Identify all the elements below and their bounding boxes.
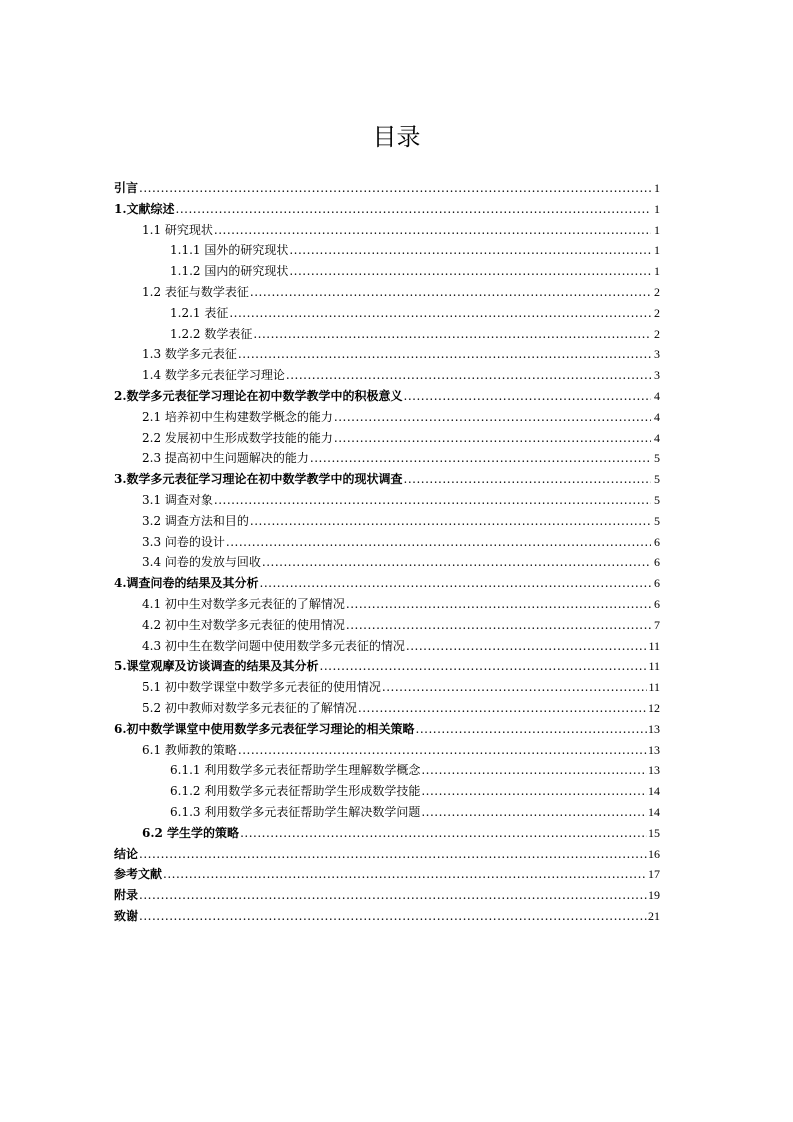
toc-entry-page-number: 6: [654, 596, 660, 611]
toc-entry[interactable]: [114, 220, 660, 241]
toc-entry-page-number: 2: [654, 326, 660, 341]
toc-dot-leader: [289, 261, 651, 282]
toc-dot-leader: [139, 885, 647, 906]
toc-dot-leader: [286, 365, 651, 386]
toc-entry-label: 1.2 表征与数学表征: [142, 284, 249, 299]
toc-entry[interactable]: [114, 802, 660, 823]
toc-entry-page-number: 5: [654, 472, 660, 487]
toc-entry[interactable]: [114, 240, 660, 261]
toc-entry[interactable]: [114, 490, 660, 511]
toc-entry-label: 1.2.1 表征: [170, 305, 229, 320]
toc-entry-page-number: 1: [654, 201, 660, 216]
toc-entry[interactable]: [114, 511, 660, 532]
toc-entry-page-number: 6: [654, 534, 660, 549]
toc-entry-label: 3.数学多元表征学习理论在初中数学教学中的现状调查: [114, 472, 403, 487]
toc-entry-label: 2.2 发展初中生形成数学技能的能力: [142, 430, 333, 445]
toc-entry-label: 5.2 初中教师对数学多元表征的了解情况: [142, 700, 357, 715]
toc-dot-leader: [240, 823, 647, 844]
toc-entry[interactable]: [114, 906, 660, 927]
toc-entry[interactable]: [114, 719, 660, 740]
toc-dot-leader: [406, 636, 648, 657]
toc-dot-leader: [139, 844, 647, 865]
toc-dot-leader: [346, 594, 651, 615]
toc-entry-label: 6.初中数学课堂中使用数学多元表征学习理论的相关策略: [114, 721, 415, 736]
toc-entry-label: 3.1 调查对象: [142, 492, 213, 507]
toc-entry-page-number: 14: [648, 804, 660, 819]
toc-dot-leader: [421, 781, 647, 802]
toc-entry-page-number: 7: [654, 617, 660, 632]
toc-entry[interactable]: [114, 386, 660, 407]
toc-entry-label: 5.1 初中数学课堂中数学多元表征的使用情况: [142, 680, 381, 695]
toc-entry-page-number: 4: [654, 430, 660, 445]
toc-entry-label: 附录: [114, 888, 139, 903]
toc-entry-page-number: 16: [648, 846, 660, 861]
toc-dot-leader: [404, 469, 651, 490]
toc-entry-label: 6.1.1 利用数学多元表征帮助学生理解数学概念: [170, 763, 421, 778]
toc-entry-label: 引言: [114, 181, 139, 195]
toc-dot-leader: [320, 656, 648, 677]
toc-entry-label: 1.3 数学多元表征: [142, 347, 237, 362]
toc-dot-leader: [214, 220, 651, 241]
toc-entry[interactable]: [114, 864, 660, 885]
toc-entry[interactable]: [114, 636, 660, 657]
toc-entry-page-number: 15: [648, 825, 660, 840]
toc-dot-leader: [176, 199, 651, 220]
toc-entry[interactable]: [114, 781, 660, 802]
toc-entry-label: 1.1.1 国外的研究现状: [170, 243, 289, 258]
toc-entry-label: 3.3 问卷的设计: [142, 534, 225, 549]
toc-entry-label: 4.调查问卷的结果及其分析: [114, 576, 259, 591]
toc-dot-leader: [382, 677, 648, 698]
toc-dot-leader: [250, 282, 651, 303]
toc-dot-leader: [250, 511, 651, 532]
toc-entry-label: 结论: [114, 846, 139, 861]
toc-dot-leader: [238, 740, 647, 761]
toc-entry-page-number: 3: [654, 347, 660, 362]
toc-dot-leader: [334, 428, 651, 449]
toc-dot-leader: [404, 386, 651, 407]
toc-entry-page-number: 14: [648, 784, 660, 799]
toc-entry-page-number: 13: [648, 721, 660, 736]
toc-entry-page-number: 1: [654, 181, 660, 195]
toc-dot-leader: [334, 407, 651, 428]
toc-dot-leader: [226, 532, 651, 553]
toc-entry[interactable]: [114, 552, 660, 573]
toc-entry-page-number: 4: [654, 388, 660, 403]
toc-entry[interactable]: [114, 303, 660, 324]
toc-entry-page-number: 11: [648, 659, 660, 674]
toc-entry-page-number: 5: [654, 513, 660, 528]
toc-entry[interactable]: [114, 885, 660, 906]
toc-entry[interactable]: [114, 282, 660, 303]
toc-dot-leader: [262, 552, 651, 573]
toc-entry[interactable]: [114, 677, 660, 698]
toc-entry-label: 1.1.2 国内的研究现状: [170, 264, 289, 279]
toc-dot-leader: [229, 303, 651, 324]
toc-entry-page-number: 11: [648, 638, 660, 653]
toc-entry-page-number: 12: [648, 700, 660, 715]
toc-dot-leader: [310, 448, 651, 469]
table-of-contents: [114, 178, 660, 927]
toc-entry-label: 5.课堂观摩及访谈调查的结果及其分析: [114, 659, 319, 674]
toc-entry[interactable]: [114, 261, 660, 282]
toc-entry-page-number: 1: [654, 222, 660, 237]
toc-entry-label: 6.1 教师教的策略: [142, 742, 237, 757]
toc-entry-label: 2.1 培养初中生构建数学概念的能力: [142, 409, 333, 424]
toc-entry-page-number: 19: [648, 888, 660, 903]
toc-entry-page-number: 13: [648, 763, 660, 778]
toc-entry-page-number: 6: [654, 555, 660, 570]
toc-entry[interactable]: [114, 532, 660, 553]
toc-entry-label: 6.1.2 利用数学多元表征帮助学生形成数学技能: [170, 784, 421, 799]
toc-dot-leader: [214, 490, 651, 511]
toc-entry[interactable]: [114, 760, 660, 781]
toc-entry[interactable]: [114, 344, 660, 365]
toc-entry-page-number: 2: [654, 284, 660, 299]
toc-dot-leader: [139, 906, 647, 927]
toc-dot-leader: [253, 324, 651, 345]
toc-entry[interactable]: [114, 740, 660, 761]
toc-entry-label: 1.4 数学多元表征学习理论: [142, 368, 285, 383]
toc-entry[interactable]: [114, 407, 660, 428]
toc-entry-page-number: 4: [654, 409, 660, 424]
toc-entry[interactable]: [114, 324, 660, 345]
toc-entry-label: 致谢: [114, 908, 139, 923]
toc-entry[interactable]: [114, 178, 660, 199]
toc-entry-page-number: 2: [654, 305, 660, 320]
toc-entry-page-number: 21: [648, 908, 660, 923]
toc-entry-page-number: 11: [648, 680, 660, 695]
toc-entry[interactable]: [114, 656, 660, 677]
toc-entry[interactable]: [114, 594, 660, 615]
toc-entry-label: 6.1.3 利用数学多元表征帮助学生解决数学问题: [170, 804, 421, 819]
toc-entry-page-number: 5: [654, 451, 660, 466]
toc-dot-leader: [163, 864, 647, 885]
toc-entry-page-number: 13: [648, 742, 660, 757]
toc-entry[interactable]: [114, 823, 660, 844]
page-title: 目录: [372, 123, 421, 151]
toc-entry[interactable]: [114, 428, 660, 449]
toc-entry-label: 6.2 学生学的策略: [142, 825, 240, 840]
toc-entry-page-number: 1: [654, 243, 660, 258]
toc-dot-leader: [289, 240, 651, 261]
toc-dot-leader: [358, 698, 647, 719]
toc-entry-page-number: 17: [648, 867, 660, 882]
toc-entry-label: 2.数学多元表征学习理论在初中数学教学中的积极意义: [114, 388, 403, 403]
toc-dot-leader: [260, 573, 651, 594]
toc-entry[interactable]: [114, 573, 660, 594]
toc-entry-page-number: 1: [654, 264, 660, 279]
toc-dot-leader: [416, 719, 647, 740]
toc-dot-leader: [346, 615, 651, 636]
toc-entry-page-number: 6: [654, 576, 660, 591]
toc-entry-label: 1.1 研究现状: [142, 222, 213, 237]
toc-dot-leader: [139, 178, 651, 199]
toc-entry-page-number: 3: [654, 368, 660, 383]
toc-entry[interactable]: [114, 844, 660, 865]
toc-entry-label: 1.文献综述: [114, 201, 175, 216]
toc-entry[interactable]: [114, 469, 660, 490]
toc-entry-label: 4.2 初中生对数学多元表征的使用情况: [142, 617, 345, 632]
toc-entry[interactable]: [114, 615, 660, 636]
toc-entry[interactable]: [114, 448, 660, 469]
toc-entry[interactable]: [114, 365, 660, 386]
toc-entry-page-number: 5: [654, 492, 660, 507]
toc-entry-label: 4.1 初中生对数学多元表征的了解情况: [142, 596, 345, 611]
toc-entry-label: 参考文献: [114, 867, 163, 882]
toc-entry-label: 4.3 初中生在数学问题中使用数学多元表征的情况: [142, 638, 405, 653]
toc-dot-leader: [421, 802, 647, 823]
toc-dot-leader: [421, 760, 647, 781]
toc-entry-label: 3.4 问卷的发放与回收: [142, 555, 261, 570]
toc-entry-label: 2.3 提高初中生问题解决的能力: [142, 451, 309, 466]
toc-dot-leader: [238, 344, 651, 365]
toc-entry[interactable]: [114, 199, 660, 220]
toc-entry-label: 3.2 调查方法和目的: [142, 513, 249, 528]
toc-entry-label: 1.2.2 数学表征: [170, 326, 253, 341]
toc-entry[interactable]: [114, 698, 660, 719]
